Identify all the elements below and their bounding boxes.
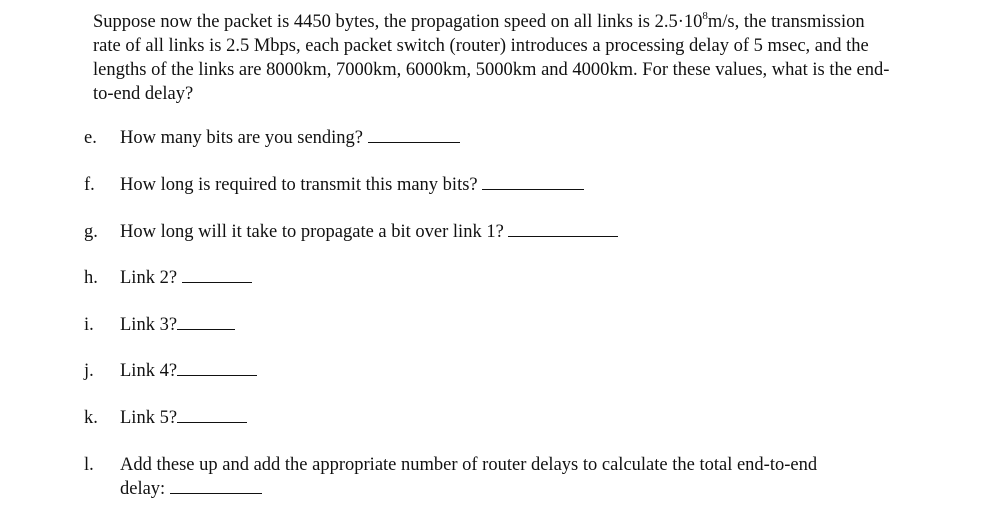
question-marker: h. [84,268,98,288]
exponent: 8 [702,9,708,22]
question-text: Link 4? [120,361,178,381]
answer-blank[interactable] [368,127,460,143]
question-text: Link 2? [120,268,178,288]
answer-blank[interactable] [177,360,257,376]
answer-blank[interactable] [170,478,262,494]
problem-statement-part1: Suppose now the packet is 4450 bytes, the propagation speed on all links is 2.5·10 [93,12,703,32]
question-marker: f. [84,175,95,195]
question-text: Link 3? [120,315,178,335]
question-marker: i. [84,315,94,335]
question-text: How many bits are you sending? [120,128,364,148]
question-text: Link 5? [120,408,178,428]
problem-statement-part2: m/s, the transmission rate of all links is 2.5 Mbps, each packet switch (router) introduces a processing delay of 5 msec, and the lengths of the links are 8000km, 7000km, 6000km, 5000km and 4000km. For these values, what is the end-to-end delay? [93,12,890,104]
problem-statement [93,10,893,106]
question-marker: k. [84,408,98,428]
answer-blank[interactable] [177,407,247,423]
question-text: Add these up and add the appropriate number of router delays to calculate the total end-to-end delay: [120,455,818,499]
answer-blank[interactable] [177,314,235,330]
question-text: How long will it take to propagate a bit over link 1? [120,222,504,242]
question-marker: g. [84,222,98,242]
question-text: How long is required to transmit this many bits? [120,175,478,195]
answer-blank[interactable] [508,221,618,237]
answer-blank[interactable] [482,174,584,190]
question-marker: e. [84,128,97,148]
question-marker: j. [84,361,94,381]
answer-blank[interactable] [182,267,252,283]
question-marker: l. [84,455,94,475]
